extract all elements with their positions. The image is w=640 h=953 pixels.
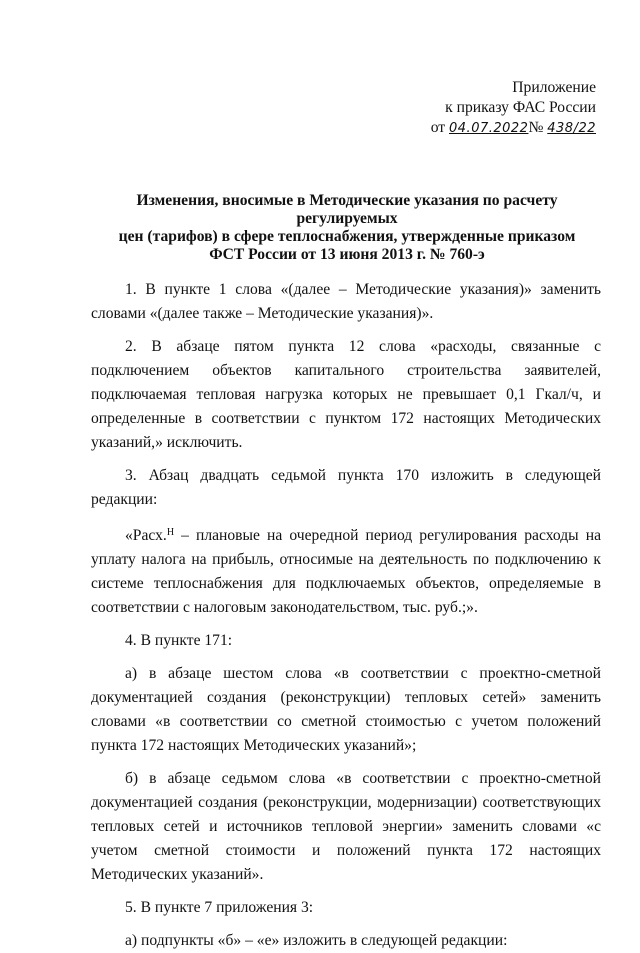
quote-text: – плановые на очередной период регулирования расходы на уплату налога на прибыль, относимые на деятельность по подключению к системе теплоснабжения для подключаемых объектов, определяемые в соответствии с налоговым законодательством, тыс. руб.;». bbox=[91, 527, 601, 616]
item-2: 2. В абзаце пятом пункта 12 слова «расходы, связанные с подключением объектов капитального строительства заявителей, подключаемая тепловая нагрузка которых не превышает 0,1 Гкал/ч, и определенные в соответствии с пунктом 172 настоящих Методических указаний,» исключить. bbox=[91, 338, 601, 451]
appendix-date-line bbox=[356, 118, 596, 139]
item-4-b: б) в абзаце седьмом слова «в соответствии с проектно-сметной документацией создания (реконструкции, модернизации) соответствующих тепловых сетей и источников тепловой энергии» заменить словами «с учетом сметной стоимости и положений пункта 172 настоящих Методических указаний». bbox=[91, 770, 601, 883]
appendix-order-ref: к приказу ФАС России bbox=[445, 99, 596, 116]
item-4-a: а) в абзаце шестом слова «в соответствии с проектно-сметной документацией создания (реконструкции) тепловых сетей» заменить словами «в соответствии со сметной стоимостью с учетом положений пункта 172 настоящих Методических указаний»; bbox=[91, 665, 601, 754]
item-5-a: а) подпункты «б» – «е» изложить в следующей редакции: bbox=[125, 932, 508, 949]
quote-symbol: «Расх. bbox=[125, 527, 167, 544]
appendix-label: Приложение bbox=[512, 79, 596, 96]
document-title bbox=[92, 192, 602, 264]
handwritten-date: 04.07.2022 bbox=[449, 121, 529, 136]
title-line-3: ФСТ России от 13 июня 2013 г. № 760-э bbox=[209, 246, 485, 263]
item-3-quote bbox=[91, 521, 601, 620]
item-1: 1. В пункте 1 слова «(далее – Методические указания)» заменить словами «(далее также – Методические указания)». bbox=[91, 281, 601, 322]
item-5: 5. В пункте 7 приложения 3: bbox=[125, 899, 314, 916]
appendix-header bbox=[356, 78, 596, 139]
number-prefix: № bbox=[528, 119, 544, 136]
item-3: 3. Абзац двадцать седьмой пункта 170 изложить в следующей редакции: bbox=[91, 467, 601, 508]
title-line-2: цен (тарифов) в сфере теплоснабжения, утвержденные приказом bbox=[118, 228, 576, 245]
title-line-1: Изменения, вносимые в Методические указания по расчету регулируемых bbox=[136, 192, 558, 227]
quote-superscript: Н bbox=[166, 527, 175, 538]
document-body bbox=[91, 278, 601, 953]
item-4: 4. В пункте 171: bbox=[125, 632, 233, 649]
handwritten-number: 438/22 bbox=[547, 121, 596, 136]
date-prefix: от bbox=[430, 119, 446, 136]
